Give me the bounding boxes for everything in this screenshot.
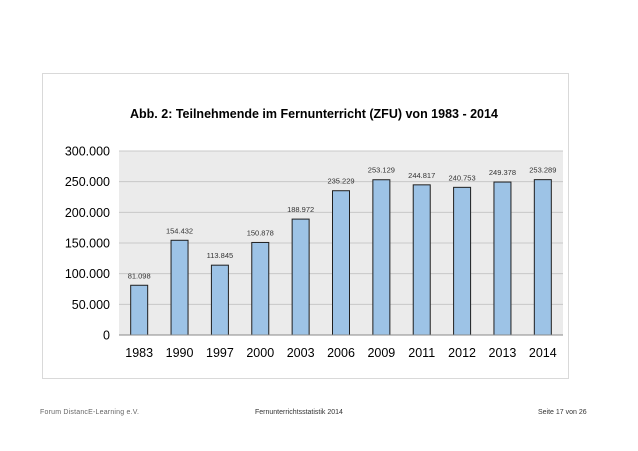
footer-page-number: Seite 17 von 26 [538,409,587,416]
y-tick-label: 100.000 [64,267,110,282]
x-tick-label: 2009 [367,346,396,360]
data-label: 249.378 [488,168,517,178]
y-tick-label: 300.000 [64,144,110,159]
y-tick-label: 50.000 [71,297,110,312]
bar [333,191,350,335]
data-label: 188.972 [287,205,315,215]
bar [211,265,228,335]
bar [292,219,309,335]
data-label: 253.289 [529,165,557,175]
x-tick-label: 1983 [125,346,154,360]
x-tick-label: 1990 [165,346,194,360]
data-label: 81.098 [127,271,151,281]
data-label: 154.432 [165,226,194,236]
y-tick-label: 0 [103,328,110,343]
x-tick-label: 1997 [206,346,234,360]
data-label: 244.817 [408,170,436,180]
bar [171,240,188,335]
bar [494,182,511,335]
footer-organization: Forum DistancE-Learning e.V. [40,409,140,416]
y-tick-label: 250.000 [64,175,110,190]
x-tick-label: 2006 [327,346,355,360]
bar [252,242,269,335]
data-label: 113.845 [206,251,234,261]
bar [534,180,551,335]
x-tick-label: 2013 [488,346,517,360]
x-tick-label: 2014 [528,346,557,360]
data-label: 240.753 [448,173,476,183]
bar [454,187,471,335]
chart-title: Abb. 2: Teilnehmende im Fernunterricht (ZFU) von 1983 - 2014 [130,107,498,121]
bar [131,285,148,335]
y-tick-label: 200.000 [64,205,110,220]
x-tick-label: 2011 [408,346,436,360]
x-tick-label: 2000 [246,346,275,360]
bar [373,180,390,335]
x-tick-label: 2003 [286,346,315,360]
y-tick-label: 150.000 [64,236,110,251]
footer-document-title: Fernunterrichtsstatistik 2014 [255,409,343,416]
x-tick-label: 2012 [448,346,476,360]
bar [413,185,430,335]
data-label: 150.878 [246,228,274,238]
data-label: 235.229 [327,176,355,186]
data-label: 253.129 [367,165,395,175]
